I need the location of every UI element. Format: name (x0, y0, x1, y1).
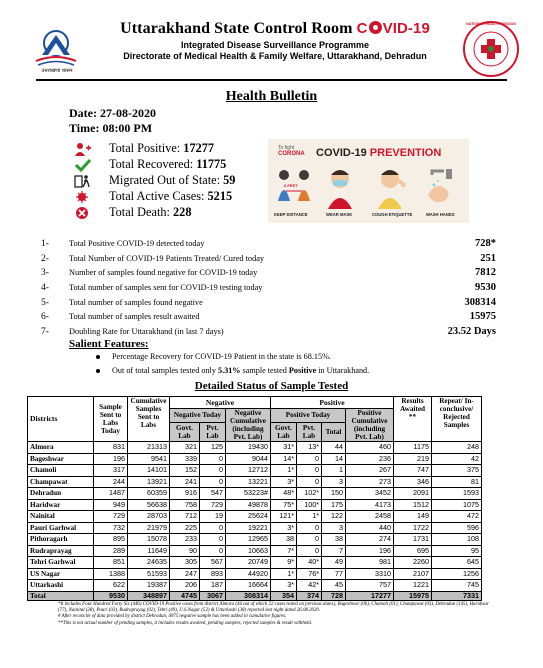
value-cell: 42* (297, 580, 322, 592)
header-govt-lab: Govt. Lab (170, 422, 200, 441)
value-cell: 13* (297, 442, 322, 454)
poster-title: COVID-19 PREVENTION (316, 147, 442, 159)
district-cell: Almora (28, 442, 94, 454)
value-cell: 14 (322, 453, 346, 465)
header-positive-today: Positive Today (271, 409, 346, 423)
sample-status-table (27, 396, 482, 601)
header-pvt-lab-positive: Pvt. Lab (297, 422, 322, 441)
value-cell: 747 (394, 465, 432, 477)
value-cell: 108 (432, 534, 482, 546)
value-cell: 305 (170, 557, 200, 569)
district-cell: Chamoli (28, 465, 94, 477)
table-row (28, 476, 482, 488)
person-plus-icon (74, 142, 92, 156)
table-row (28, 442, 482, 454)
value-cell: 121* (271, 511, 297, 523)
value-cell: 1722 (394, 522, 432, 534)
value-cell: 81 (432, 476, 482, 488)
value-cell: 53223# (226, 488, 271, 500)
left-logo-caption: उत्तराखण्ड शासन (41, 68, 73, 74)
value-cell: 0 (297, 534, 322, 546)
value-cell: 374 (297, 591, 322, 600)
district-cell: Rudraprayag (28, 545, 94, 557)
value-cell: 25624 (226, 511, 271, 523)
bulletin-title: Health Bulletin (225, 89, 318, 104)
value-cell: 15078 (128, 534, 170, 546)
value-cell: 38 (322, 534, 346, 546)
value-cell: 949 (94, 499, 128, 511)
value-cell: 0 (200, 545, 226, 557)
value-cell: 1* (271, 568, 297, 580)
value-cell: 346 (394, 476, 432, 488)
header-repeat: Repeat/ In-conclusive/ Rejected Samples (432, 397, 482, 442)
salient-bullet-positivity: Out of total samples tested only 5.31% sample tested Positive in Uttarakhand. (94, 366, 369, 380)
value-cell: 90 (170, 545, 200, 557)
value-cell: 851 (94, 557, 128, 569)
value-cell: 695 (394, 545, 432, 557)
value-cell: 0 (297, 453, 322, 465)
virus-icon (74, 190, 92, 204)
value-cell: 1221 (394, 580, 432, 592)
value-cell: 0 (200, 522, 226, 534)
value-cell: 3 (322, 476, 346, 488)
value-cell: 9* (271, 557, 297, 569)
value-cell: 24635 (128, 557, 170, 569)
value-cell: 732 (94, 522, 128, 534)
value-cell: 19221 (226, 522, 271, 534)
value-cell: 14101 (128, 465, 170, 477)
value-cell: 20749 (226, 557, 271, 569)
value-cell: 893 (200, 568, 226, 580)
footnotes (58, 602, 498, 627)
salient-bullets (94, 352, 369, 380)
header-directorate: Directorate of Medical Health & Family Welfare, Uttarakhand, Dehradun (123, 51, 427, 61)
value-cell: 125 (200, 442, 226, 454)
value-cell: 17277 (346, 591, 394, 600)
value-cell: 19387 (128, 580, 170, 592)
value-cell: 149 (394, 511, 432, 523)
district-cell: Haridwar (28, 499, 94, 511)
value-cell: 175 (322, 499, 346, 511)
value-cell: 1175 (394, 442, 432, 454)
table-total-row (28, 591, 482, 600)
value-cell: 3* (271, 476, 297, 488)
district-cell: Tehri Garhwal (28, 557, 94, 569)
wear-mask-icon (320, 165, 360, 209)
table-row (28, 568, 482, 580)
header-govt-lab-positive: Govt. Lab (271, 422, 297, 441)
header-total: Total (322, 422, 346, 441)
district-cell: Pauri Garhwal (28, 522, 94, 534)
value-cell: 3452 (346, 488, 394, 500)
value-cell: 596 (432, 522, 482, 534)
salient-bullet-recovery: Percentage Recovery for COVID-19 Patient in the state is 68.15%. (94, 352, 369, 366)
stats-item: 1- Total Positive COVID-19 detected today 728* (41, 238, 496, 249)
value-cell: 152 (170, 465, 200, 477)
poster-caption-wash: WASH HANDS (426, 212, 455, 217)
header-sample-sent: Sample Sent to Labs Today (94, 397, 128, 442)
value-cell: 206 (170, 580, 200, 592)
value-cell: 348897 (128, 591, 170, 600)
value-cell: 0 (200, 465, 226, 477)
table-row (28, 522, 482, 534)
stats-item: 3- Number of samples found negative for COVID-19 today 7812 (41, 267, 496, 279)
footnote-3: **This is not actual number of pending samples, it includes results awaited, pending samples, rejected samples & result withheld. (58, 620, 313, 626)
stats-item: 7- Doubling Rate for Uttarakhand (in last 7 days) 23.52 Days (41, 326, 496, 338)
header-cumulative: Cumulative Samples Sent to Labs (128, 397, 170, 442)
value-cell: 44 (322, 442, 346, 454)
district-cell: Dehradun (28, 488, 94, 500)
value-cell: 916 (170, 488, 200, 500)
migration-icon (74, 174, 92, 188)
check-icon (74, 158, 92, 172)
value-cell: 3 (322, 522, 346, 534)
table-row (28, 488, 482, 500)
value-cell: 3310 (346, 568, 394, 580)
district-cell: Nainital (28, 511, 94, 523)
stats-item: 2- Total Number of COVID-19 Patients Treated/ Cured today 251 (41, 252, 496, 264)
value-cell: 321 (170, 442, 200, 454)
value-cell: 40* (297, 557, 322, 569)
value-cell: 76* (297, 568, 322, 580)
value-cell: 7331 (432, 591, 482, 600)
value-cell: 16664 (226, 580, 271, 592)
value-cell: 2260 (394, 557, 432, 569)
value-cell: 56638 (128, 499, 170, 511)
table-row (28, 465, 482, 477)
value-cell: 1* (297, 511, 322, 523)
table-row (28, 557, 482, 569)
cough-etiquette-icon (372, 165, 412, 209)
value-cell: 51593 (128, 568, 170, 580)
value-cell: 13921 (128, 476, 170, 488)
value-cell: 49878 (226, 499, 271, 511)
header-results-awaited: Results Awaited ** (394, 397, 432, 442)
value-cell: 44920 (226, 568, 271, 580)
value-cell: 150 (322, 488, 346, 500)
header-negative-today: Negative Today (170, 409, 226, 423)
value-cell: 122 (322, 511, 346, 523)
value-cell: 460 (346, 442, 394, 454)
header-divider (36, 79, 507, 81)
value-cell: 225 (170, 522, 200, 534)
district-cell: Champawat (28, 476, 94, 488)
value-cell: 60359 (128, 488, 170, 500)
value-cell: 1* (271, 465, 297, 477)
value-cell: 354 (271, 591, 297, 600)
value-cell: 4173 (346, 499, 394, 511)
table-row (28, 499, 482, 511)
poster-caption-cough: COUGH ETIQUETTE (372, 212, 413, 217)
value-cell: 0 (297, 522, 322, 534)
wash-hands-icon (422, 165, 462, 209)
title-block (95, 20, 455, 61)
value-cell: 895 (94, 534, 128, 546)
value-cell: 75* (271, 499, 297, 511)
value-cell: 102* (297, 488, 322, 500)
value-cell: 19 (200, 511, 226, 523)
value-cell: 645 (432, 557, 482, 569)
value-cell: 219 (394, 453, 432, 465)
header-subtitle: Integrated Disease Surveillance Programme (180, 40, 370, 50)
value-cell: 339 (170, 453, 200, 465)
value-cell: 244 (94, 476, 128, 488)
value-cell: 9044 (226, 453, 271, 465)
value-cell: 248 (432, 442, 482, 454)
value-cell: 100* (297, 499, 322, 511)
value-cell: 21313 (128, 442, 170, 454)
value-cell: 48* (271, 488, 297, 500)
value-cell: 14* (271, 453, 297, 465)
value-cell: 712 (170, 511, 200, 523)
value-cell: 11649 (128, 545, 170, 557)
value-cell: 187 (200, 580, 226, 592)
value-cell: 236 (346, 453, 394, 465)
header-negative: Negative (170, 397, 271, 409)
distance-note: 6 FEET (284, 183, 298, 188)
stats-item: 6- Total number of samples result awaited 15975 (41, 311, 496, 323)
header-pvt-lab: Pvt. Lab (200, 422, 226, 441)
salient-heading: Salient Features: (69, 338, 149, 350)
status-heading: Detailed Status of Sample Tested (194, 380, 349, 392)
page-header (0, 20, 543, 80)
value-cell: 289 (94, 545, 128, 557)
value-cell: 745 (432, 580, 482, 592)
value-cell: 567 (200, 557, 226, 569)
value-cell: 1 (322, 465, 346, 477)
value-cell: 375 (432, 465, 482, 477)
value-cell: 4745 (170, 591, 200, 600)
value-cell: 13221 (226, 476, 271, 488)
table-row (28, 534, 482, 546)
bulletin-time: Time: 08:00 PM (69, 121, 153, 135)
value-cell: 10663 (226, 545, 271, 557)
value-cell: 831 (94, 442, 128, 454)
value-cell: 2091 (394, 488, 432, 500)
district-cell: Total (28, 591, 94, 600)
virus-o-icon (369, 21, 382, 34)
value-cell: 758 (170, 499, 200, 511)
value-cell: 1075 (432, 499, 482, 511)
value-cell: 0 (200, 453, 226, 465)
bulletin-date: Date: 27-08-2020 (69, 106, 156, 120)
header-positive: Positive (271, 397, 394, 409)
value-cell: 0 (200, 534, 226, 546)
table-row (28, 545, 482, 557)
covid-prevention-poster (268, 139, 469, 223)
value-cell: 440 (346, 522, 394, 534)
value-cell: 472 (432, 511, 482, 523)
stats-item: 5- Total number of samples found negative 308314 (41, 296, 496, 308)
value-cell: 38 (271, 534, 297, 546)
value-cell: 49 (322, 557, 346, 569)
value-cell: 2458 (346, 511, 394, 523)
value-cell: 273 (346, 476, 394, 488)
value-cell: 95 (432, 545, 482, 557)
value-cell: 42 (432, 453, 482, 465)
value-cell: 0 (200, 476, 226, 488)
value-cell: 729 (94, 511, 128, 523)
poster-caption-mask: WEAR MASK (326, 212, 353, 217)
value-cell: 7 (322, 545, 346, 557)
value-cell: 0 (297, 545, 322, 557)
value-cell: 45 (322, 580, 346, 592)
value-cell: 12712 (226, 465, 271, 477)
value-cell: 1487 (94, 488, 128, 500)
value-cell: 233 (170, 534, 200, 546)
value-cell: 196 (94, 453, 128, 465)
value-cell: 241 (170, 476, 200, 488)
value-cell: 21979 (128, 522, 170, 534)
value-cell: 757 (346, 580, 394, 592)
table-row (28, 511, 482, 523)
value-cell: 0 (297, 476, 322, 488)
stats-item: 4- Total number of samples sent for COVID-19 testing today 9530 (41, 282, 496, 294)
value-cell: 0 (297, 465, 322, 477)
poster-tagline: To fight CORONA (278, 145, 305, 157)
value-cell: 1256 (432, 568, 482, 580)
value-cell: 728 (322, 591, 346, 600)
value-cell: 1731 (394, 534, 432, 546)
value-cell: 729 (200, 499, 226, 511)
table-row (28, 580, 482, 592)
value-cell: 308314 (226, 591, 271, 600)
district-cell: Uttarkashi (28, 580, 94, 592)
value-cell: 15975 (394, 591, 432, 600)
value-cell: 3067 (200, 591, 226, 600)
value-cell: 196 (346, 545, 394, 557)
value-cell: 622 (94, 580, 128, 592)
value-cell: 12965 (226, 534, 271, 546)
value-cell: 981 (346, 557, 394, 569)
value-cell: 317 (94, 465, 128, 477)
value-cell: 9541 (128, 453, 170, 465)
footnote-1: *It includes Four Hundred Forty Six (446) COVID-19 Positive cases from district Almora (44 out of which 22 cases tested on previous dates), Bageshwar (06), Chamoli (01), Champawat (03), Dehradun (145), Haridwar (77), Nainital (28), Pauri (03), Rudraprayag (02), Tehri (49), U.S.Nagar (52) & Uttarkashi (38) reported last night dated 26.08.2020. (58, 602, 489, 614)
right-logo-caption: NATIONAL HEALTH MISSION (466, 22, 516, 26)
value-cell: 19430 (226, 442, 271, 454)
value-cell: 547 (200, 488, 226, 500)
value-cell: 1593 (432, 488, 482, 500)
value-cell: 274 (346, 534, 394, 546)
value-cell: 3* (271, 580, 297, 592)
district-cell: Bageshwar (28, 453, 94, 465)
value-cell: 7* (271, 545, 297, 557)
header-districts: Districts (28, 397, 94, 442)
value-cell: 77 (322, 568, 346, 580)
district-cell: US Nagar (28, 568, 94, 580)
header-negative-cumulative: Negative Cumulative (including Pvt. Lab) (226, 409, 271, 442)
poster-caption-distance: KEEP DISTANCE (274, 212, 308, 217)
value-cell: 247 (170, 568, 200, 580)
page-title: Uttarakhand State Control Room C VID-19 (120, 20, 430, 37)
district-cell: Pithoragarh (28, 534, 94, 546)
value-cell: 31* (271, 442, 297, 454)
table-row (28, 453, 482, 465)
stats-list (41, 238, 496, 341)
value-cell: 267 (346, 465, 394, 477)
nhm-logo-icon (462, 20, 520, 78)
value-cell: 28703 (128, 511, 170, 523)
value-cell: 1512 (394, 499, 432, 511)
header-positive-cumulative: Positive Cumulative (including Pvt. Lab) (346, 409, 394, 442)
value-cell: 1388 (94, 568, 128, 580)
value-cell: 2107 (394, 568, 432, 580)
value-cell: 3* (271, 522, 297, 534)
value-cell: 9530 (94, 591, 128, 600)
cross-circle-icon (74, 206, 92, 220)
footnote-2: # After reconcile of data provided by district Dehradun, 4075 negative sample has been added in cumulative figures. (58, 614, 287, 620)
